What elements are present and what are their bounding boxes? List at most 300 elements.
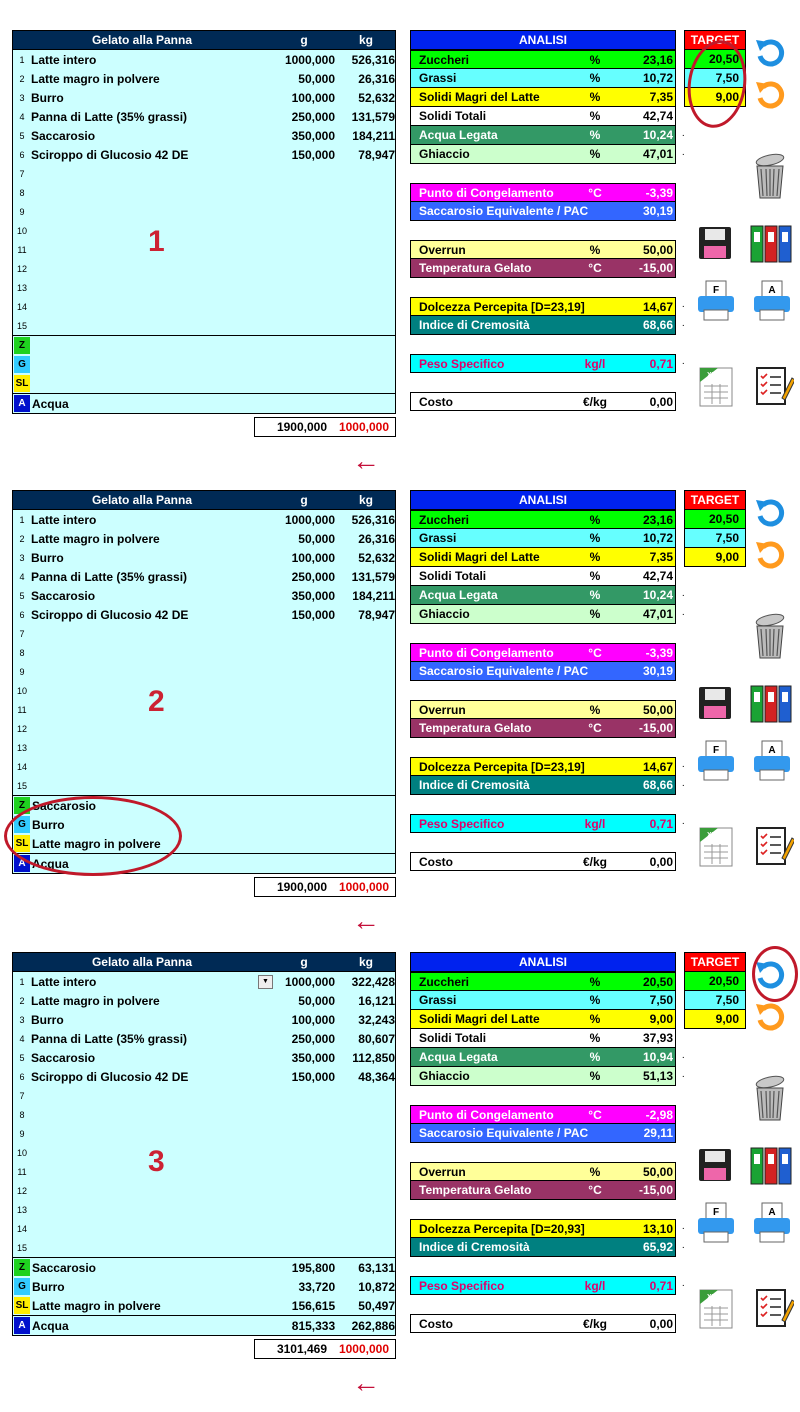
print-a-letter: A — [768, 1207, 776, 1218]
ingredient-g: 250,000 — [291, 569, 335, 584]
totals-box — [254, 877, 396, 897]
ingredient-kg: 48,364 — [358, 1069, 395, 1084]
analysis-value: -15,00 — [638, 261, 673, 275]
analysis-unit: % — [589, 71, 601, 85]
analysis-value: -15,00 — [638, 1183, 673, 1197]
balance-name: Burro — [31, 1279, 65, 1294]
analysis-row-peso — [410, 814, 685, 833]
balance-name: Saccarosio — [31, 1260, 96, 1275]
back-arrow-icon[interactable]: ← — [352, 905, 380, 936]
target-slm[interactable]: 9,00 — [684, 548, 746, 567]
ingredient-row[interactable] — [13, 719, 395, 738]
ingredient-kg: 78,947 — [358, 607, 395, 622]
balance-rows — [13, 335, 395, 393]
ingredient-row[interactable] — [13, 586, 395, 605]
ingredient-row[interactable] — [13, 1067, 395, 1086]
row-number: 15 — [16, 780, 27, 791]
ingredient-row[interactable] — [13, 567, 395, 586]
analysis-row-peso — [410, 1276, 685, 1295]
ingredient-row[interactable] — [13, 202, 395, 221]
analysis-label: Temperatura Gelato — [419, 721, 532, 735]
row-number: 12 — [16, 723, 27, 734]
analysis-row-temp — [410, 259, 676, 278]
panel-number: 1 — [148, 225, 165, 258]
row-number: 5 — [19, 130, 25, 141]
ingredient-name: Burro — [31, 90, 64, 105]
trash-icon[interactable] — [752, 1072, 788, 1122]
totals-box — [254, 417, 396, 437]
analysis-value: 65,92 — [642, 1240, 673, 1254]
analysis-unit: % — [589, 1031, 601, 1045]
row-number: 10 — [16, 1147, 27, 1158]
analysis-label: Indice di Cremosità — [419, 1240, 530, 1254]
analysis-label: Overrun — [419, 242, 466, 257]
dot-marker: · — [681, 148, 685, 160]
row-number: 9 — [19, 206, 25, 217]
analysis-unit: % — [589, 512, 601, 527]
analysis-label: Punto di Congelamento — [419, 645, 554, 660]
row-number: 8 — [19, 647, 25, 658]
redo-icon[interactable] — [754, 538, 788, 572]
analysis-value: 14,67 — [642, 299, 673, 314]
analysis-label: Solidi Magri del Latte — [419, 1012, 540, 1026]
binders-icon[interactable] — [750, 224, 792, 264]
ingredient-row[interactable] — [13, 972, 395, 991]
excel-icon[interactable] — [698, 1288, 734, 1330]
analysis-row-solidi — [410, 567, 676, 586]
analysis-label: Costo — [419, 854, 453, 869]
row-number: 15 — [16, 320, 27, 331]
target-zuccheri[interactable]: 20,50 — [684, 50, 746, 69]
ingredient-row[interactable] — [13, 240, 395, 259]
ingredient-kg: 52,632 — [358, 90, 395, 105]
spacer — [410, 624, 676, 643]
balance-g: 33,720 — [298, 1279, 336, 1294]
analysis-row-congelamento — [410, 643, 676, 662]
analysis-rows — [410, 972, 685, 1333]
analysis-value: 23,16 — [642, 512, 673, 527]
row-number: 2 — [19, 73, 25, 84]
ingredient-row[interactable] — [13, 278, 395, 297]
analysis-row-pac — [410, 662, 676, 681]
row-number: 10 — [16, 225, 27, 236]
excel-icon[interactable] — [698, 366, 734, 408]
row-number: 11 — [17, 1166, 27, 1177]
analysis-unit: % — [589, 531, 601, 545]
redo-icon[interactable] — [754, 1000, 788, 1034]
total-kg: 1000,000 — [338, 1342, 389, 1356]
ingredient-g: 1000,000 — [284, 512, 335, 527]
target-zuccheri[interactable]: 20,50 — [684, 510, 746, 529]
row-number: 1 — [19, 976, 25, 987]
analysis-value: -3,39 — [645, 185, 673, 200]
dot-marker: · — [681, 1280, 685, 1291]
save-icon[interactable] — [698, 686, 732, 720]
target-grassi[interactable]: 7,50 — [684, 69, 746, 88]
ingredient-name: Panna di Latte (35% grassi) — [31, 109, 188, 124]
balance-row-g[interactable] — [13, 1277, 395, 1296]
target-slm[interactable]: 9,00 — [684, 88, 746, 107]
print-a-icon[interactable] — [752, 1202, 792, 1244]
dot-marker: · — [681, 779, 685, 791]
analysis-unit: °C — [588, 1107, 602, 1122]
edit-notes-icon[interactable] — [754, 364, 794, 408]
balance-g: 195,800 — [291, 1260, 336, 1275]
recipe-panel-3 — [0, 952, 800, 1412]
trash-icon[interactable] — [752, 610, 788, 660]
row-number: 12 — [16, 263, 27, 274]
print-f-icon[interactable] — [696, 280, 736, 322]
print-f-letter: F — [712, 745, 720, 756]
ingredient-row[interactable] — [13, 1200, 395, 1219]
ingredient-row[interactable] — [13, 643, 395, 662]
analysis-unit: €/kg — [582, 854, 607, 869]
analysis-value: 0,00 — [649, 854, 673, 869]
spacer — [410, 373, 676, 392]
analysis-unit: % — [589, 607, 601, 621]
column-kg: kg — [358, 955, 373, 969]
ingredient-row[interactable] — [13, 738, 395, 757]
analysis-value: 42,74 — [642, 569, 673, 583]
analysis-label: Grassi — [419, 71, 457, 85]
row-number: 15 — [16, 1242, 27, 1253]
ingredient-name: Saccarosio — [31, 1050, 96, 1065]
analysis-table — [410, 30, 685, 411]
ingredient-row[interactable] — [13, 510, 395, 529]
ingredient-row[interactable] — [13, 1086, 395, 1105]
column-g: g — [300, 33, 308, 47]
ingredient-kg: 184,211 — [352, 588, 395, 603]
analysis-unit: % — [589, 974, 601, 989]
spacer — [410, 1257, 676, 1276]
ingredient-row[interactable] — [13, 1238, 395, 1257]
column-kg: kg — [358, 33, 373, 47]
analysis-value: 7,35 — [649, 550, 673, 564]
analysis-label: Ghiaccio — [419, 1069, 470, 1083]
spacer — [410, 833, 676, 852]
dot-marker: · — [681, 608, 685, 620]
row-number: 12 — [16, 1185, 27, 1196]
analysis-label: Peso Specifico — [419, 1278, 505, 1293]
analysis-row-zuccheri — [410, 50, 676, 69]
balance-row-sl[interactable] — [13, 1296, 395, 1315]
print-a-icon[interactable] — [752, 740, 792, 782]
analysis-unit: % — [589, 52, 601, 67]
target-grassi[interactable]: 7,50 — [684, 529, 746, 548]
analysis-row-zuccheri — [410, 972, 676, 991]
analysis-row-pac — [410, 1124, 676, 1143]
ingredient-row[interactable] — [13, 145, 395, 164]
print-f-icon[interactable] — [696, 740, 736, 782]
ingredient-row[interactable] — [13, 776, 395, 795]
balance-name: Latte magro in polvere — [31, 836, 161, 851]
ingredient-row[interactable] — [13, 605, 395, 624]
analysis-row-temp — [410, 719, 676, 738]
analysis-value: 0,00 — [649, 1316, 673, 1331]
target-header: TARGET — [684, 952, 746, 972]
total-g: 1900,000 — [276, 880, 327, 894]
undo-icon[interactable] — [754, 36, 788, 70]
analysis-row-grassi — [410, 69, 676, 88]
analysis-row-cremosita — [410, 1238, 685, 1257]
excel-icon[interactable] — [698, 826, 734, 868]
balance-row-z[interactable] — [13, 1258, 395, 1277]
back-arrow-icon[interactable]: ← — [352, 445, 380, 476]
ingredient-row[interactable] — [13, 681, 395, 700]
ingredient-row[interactable] — [13, 297, 395, 316]
binders-icon[interactable] — [750, 1146, 792, 1186]
ingredient-row[interactable] — [13, 700, 395, 719]
ingredient-name: Latte magro in polvere — [31, 71, 160, 86]
ingredient-row[interactable] — [13, 259, 395, 278]
ingredient-row[interactable] — [13, 1048, 395, 1067]
analysis-row-grassi — [410, 529, 676, 548]
analysis-unit: °C — [588, 261, 602, 275]
analysis-unit: €/kg — [582, 1316, 607, 1331]
analysis-unit: % — [589, 1050, 601, 1064]
ingredient-g: 250,000 — [291, 1031, 335, 1046]
water-kg: 262,886 — [351, 1318, 395, 1333]
ingredient-g: 100,000 — [291, 1012, 335, 1027]
print-f-letter: F — [712, 1207, 720, 1218]
water-badge: A — [14, 855, 30, 872]
analysis-unit: % — [589, 702, 601, 717]
ingredient-row[interactable] — [13, 164, 395, 183]
totals-box — [254, 1339, 396, 1359]
analysis-row-ghiaccio — [410, 1067, 685, 1086]
analysis-label: Ghiaccio — [419, 607, 470, 621]
ingredient-rows — [13, 972, 395, 1257]
balance-badge: SL — [14, 1297, 30, 1314]
analysis-label: Zuccheri — [419, 52, 470, 67]
target-table — [684, 490, 746, 567]
ingredient-kg: 112,850 — [352, 1050, 395, 1065]
ingredient-g: 50,000 — [298, 993, 335, 1008]
redo-icon[interactable] — [754, 78, 788, 112]
analysis-label: Saccarosio Equivalente / PAC — [419, 664, 589, 678]
print-f-icon[interactable] — [696, 1202, 736, 1244]
row-number: 4 — [19, 571, 25, 582]
analysis-header: ANALISI — [410, 952, 676, 972]
ingredient-g: 150,000 — [291, 147, 335, 162]
row-number: 8 — [19, 187, 25, 198]
analysis-unit: % — [589, 147, 601, 161]
recipe-table — [12, 30, 396, 414]
target-zuccheri[interactable]: 20,50 — [684, 972, 746, 991]
analysis-row-dolcezza — [410, 297, 685, 316]
row-number: 10 — [16, 685, 27, 696]
ingredient-row[interactable] — [13, 1162, 395, 1181]
spacer — [410, 1200, 676, 1219]
analysis-unit: % — [589, 90, 601, 104]
ingredient-row[interactable] — [13, 221, 395, 240]
edit-notes-icon[interactable] — [754, 824, 794, 868]
ingredient-g: 1000,000 — [284, 974, 335, 989]
row-number: 14 — [16, 761, 27, 772]
print-a-letter: A — [768, 745, 776, 756]
row-number: 7 — [19, 168, 25, 179]
ingredient-name: Burro — [31, 550, 64, 565]
dot-marker: · — [681, 1223, 685, 1234]
analysis-row-overrun — [410, 700, 676, 719]
balance-row-g[interactable] — [13, 355, 395, 374]
ingredient-row[interactable] — [13, 69, 395, 88]
row-number: 5 — [19, 1052, 25, 1063]
excel-label: XLS — [707, 832, 721, 839]
dot-marker: · — [681, 1051, 685, 1063]
ingredient-g: 150,000 — [291, 1069, 335, 1084]
ingredient-row[interactable] — [13, 316, 395, 335]
ingredient-row[interactable] — [13, 50, 395, 69]
ingredient-g: 250,000 — [291, 109, 335, 124]
analysis-label: Indice di Cremosità — [419, 778, 530, 792]
analysis-rows — [410, 50, 685, 411]
water-row[interactable] — [13, 1315, 395, 1335]
row-number: 13 — [16, 742, 27, 753]
save-icon[interactable] — [698, 1148, 732, 1182]
ingredient-row[interactable] — [13, 107, 395, 126]
analysis-value: 30,19 — [642, 204, 673, 218]
binders-icon[interactable] — [750, 684, 792, 724]
analysis-unit: % — [589, 993, 601, 1007]
ingredient-row[interactable] — [13, 1181, 395, 1200]
analysis-row-dolcezza — [410, 1219, 685, 1238]
analysis-value: 0,71 — [649, 816, 673, 831]
recipe-body — [12, 50, 396, 414]
analysis-unit: °C — [588, 721, 602, 735]
recipe-header — [12, 490, 396, 510]
water-badge: A — [14, 1317, 30, 1334]
column-g: g — [300, 955, 308, 969]
analysis-value: 7,35 — [649, 90, 673, 104]
ingredient-row[interactable] — [13, 1010, 395, 1029]
analysis-value: -15,00 — [638, 721, 673, 735]
ingredient-row[interactable] — [13, 548, 395, 567]
ingredient-row[interactable] — [13, 529, 395, 548]
balance-row-sl[interactable] — [13, 374, 395, 393]
ingredient-row[interactable] — [13, 1219, 395, 1238]
edit-notes-icon[interactable] — [754, 1286, 794, 1330]
water-label: Acqua — [31, 856, 69, 871]
analysis-value: 10,94 — [642, 1050, 673, 1064]
ingredient-row[interactable] — [13, 662, 395, 681]
analysis-value: 10,72 — [642, 531, 673, 545]
target-table — [684, 952, 746, 1029]
analysis-row-congelamento — [410, 183, 676, 202]
analysis-label: Solidi Magri del Latte — [419, 90, 540, 104]
water-label: Acqua — [31, 396, 69, 411]
ingredient-row[interactable] — [13, 1029, 395, 1048]
analysis-label: Zuccheri — [419, 974, 470, 989]
row-number: 6 — [19, 609, 25, 620]
ingredient-row[interactable] — [13, 183, 395, 202]
dot-marker: · — [681, 1070, 685, 1082]
column-g: g — [300, 493, 308, 507]
analysis-label: Punto di Congelamento — [419, 185, 554, 200]
analysis-value: 14,67 — [642, 759, 673, 774]
trash-icon[interactable] — [752, 150, 788, 200]
analysis-value: 10,24 — [642, 128, 673, 142]
ingredient-g: 350,000 — [291, 128, 335, 143]
total-g: 3101,469 — [276, 1342, 327, 1356]
row-number: 2 — [19, 533, 25, 544]
excel-label: XLS — [707, 1294, 721, 1301]
panel-number: 2 — [148, 685, 165, 718]
recipe-header — [12, 30, 396, 50]
analysis-value: -2,98 — [645, 1107, 673, 1122]
ingredient-kg: 526,316 — [351, 512, 395, 527]
target-slm[interactable]: 9,00 — [684, 1010, 746, 1029]
save-icon[interactable] — [698, 226, 732, 260]
analysis-table — [410, 490, 685, 871]
ingredient-name: Latte intero — [31, 974, 97, 989]
print-a-icon[interactable] — [752, 280, 792, 322]
analysis-label: Dolcezza Percepita [D=20,93] — [419, 1221, 585, 1236]
analysis-label: Acqua Legata — [419, 1050, 498, 1064]
analysis-unit: % — [589, 128, 601, 142]
analysis-value: 29,11 — [643, 1126, 673, 1140]
water-row[interactable] — [13, 393, 395, 413]
analysis-header: ANALISI — [410, 490, 676, 510]
analysis-row-ghiaccio — [410, 145, 685, 164]
analysis-unit: % — [589, 242, 601, 257]
ingredient-row[interactable] — [13, 1105, 395, 1124]
dropdown-arrow-icon[interactable]: ▼ — [258, 975, 273, 989]
row-number: 11 — [17, 244, 27, 255]
undo-icon[interactable] — [754, 496, 788, 530]
analysis-unit: kg/l — [584, 1278, 606, 1293]
analysis-row-slm — [410, 1010, 676, 1029]
analysis-row-cremosita — [410, 316, 685, 335]
recipe-body — [12, 972, 396, 1336]
spacer — [410, 164, 676, 183]
ingredient-row[interactable] — [13, 88, 395, 107]
recipe-title: Gelato alla Panna — [91, 33, 193, 47]
analysis-row-dolcezza — [410, 757, 685, 776]
analysis-label: Indice di Cremosità — [419, 318, 530, 332]
total-kg: 1000,000 — [338, 880, 389, 894]
ingredient-kg: 26,316 — [358, 531, 395, 546]
ingredient-row[interactable] — [13, 757, 395, 776]
dot-marker: · — [681, 818, 685, 829]
ingredient-name: Sciroppo di Glucosio 42 DE — [31, 607, 189, 622]
balance-kg: 50,497 — [358, 1298, 395, 1313]
ingredient-g: 100,000 — [291, 550, 335, 565]
recipe-table — [12, 952, 396, 1336]
ingredient-row[interactable] — [13, 1124, 395, 1143]
target-grassi[interactable]: 7,50 — [684, 991, 746, 1010]
ingredient-row[interactable] — [13, 624, 395, 643]
balance-row-z[interactable] — [13, 336, 395, 355]
ingredient-row[interactable] — [13, 991, 395, 1010]
ingredient-rows — [13, 50, 395, 335]
analysis-unit: kg/l — [584, 356, 606, 371]
analysis-row-acqua_legata — [410, 1048, 685, 1067]
row-number: 13 — [16, 282, 27, 293]
ingredient-g: 100,000 — [291, 90, 335, 105]
water-badge: A — [14, 395, 30, 412]
analysis-row-costo — [410, 852, 676, 871]
ingredient-row[interactable] — [13, 126, 395, 145]
analysis-row-pac — [410, 202, 676, 221]
balance-badge: Z — [14, 1259, 30, 1276]
back-arrow-icon[interactable]: ← — [352, 1367, 380, 1398]
row-number: 13 — [16, 1204, 27, 1215]
analysis-unit: €/kg — [582, 394, 607, 409]
total-g: 1900,000 — [276, 420, 327, 434]
row-number: 1 — [19, 514, 25, 525]
ingredient-row[interactable] — [13, 1143, 395, 1162]
